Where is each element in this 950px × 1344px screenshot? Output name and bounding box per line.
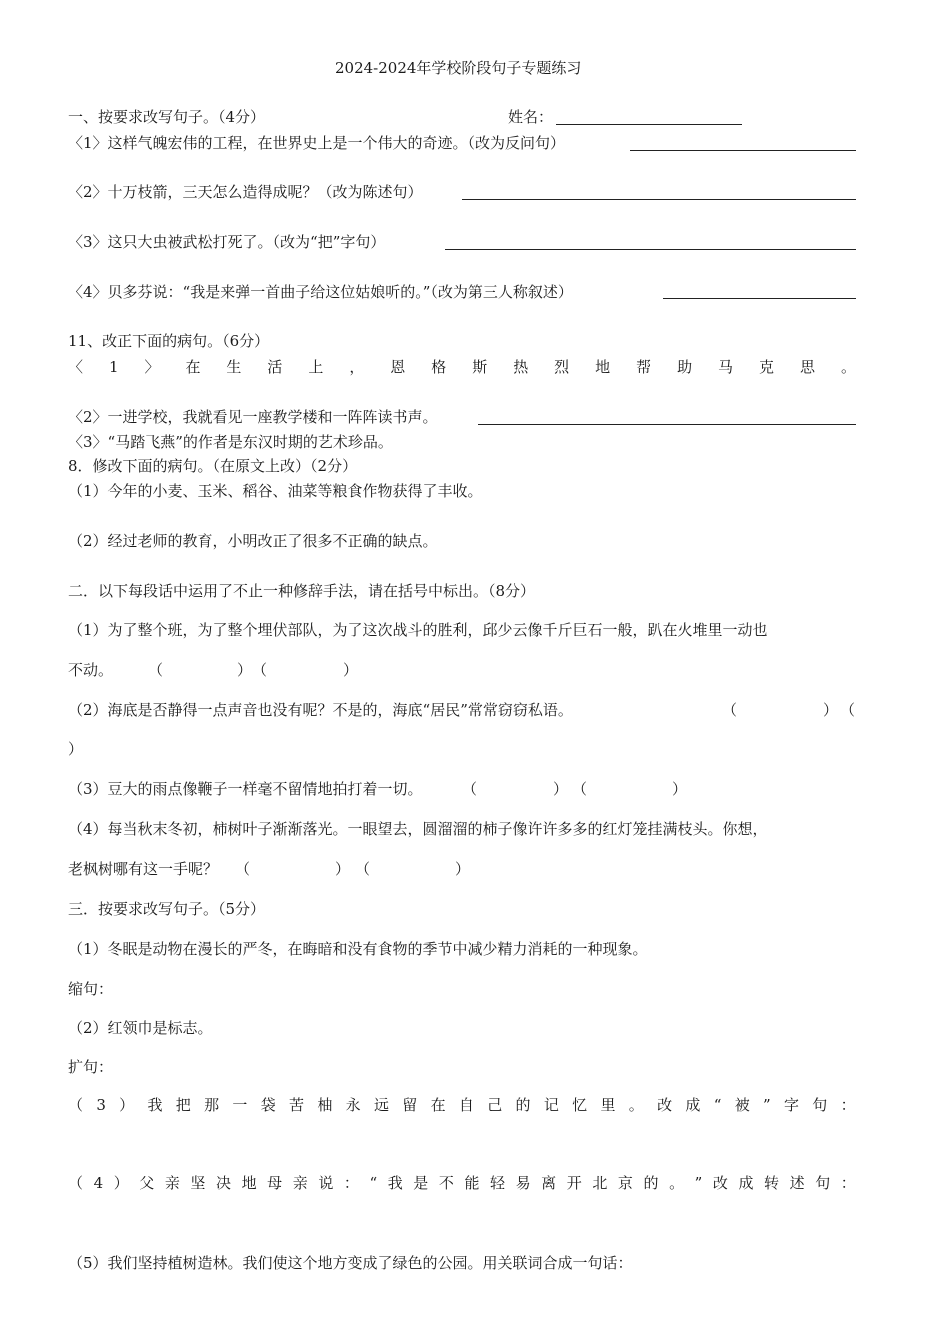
char: 开	[566, 1174, 582, 1192]
char: 是	[413, 1174, 429, 1192]
answer-paren-close[interactable]: ）	[672, 780, 688, 798]
s1-answer-line-2[interactable]	[462, 199, 856, 200]
char: 。	[628, 1096, 644, 1114]
s2-question-4-line-1: （4）每当秋末冬初，柿树叶子渐渐落光。一眼望去，圆溜溜的柿子像许许多多的红灯笼挂满枝头。你想，	[68, 820, 768, 838]
s3-question-4	[68, 1173, 856, 1193]
char: ：	[840, 1096, 856, 1114]
char: （	[68, 1096, 84, 1114]
s2-question-1-line-2: 不动。	[68, 661, 114, 679]
answer-paren-open[interactable]: （	[148, 661, 164, 679]
char: “	[713, 1096, 722, 1114]
char: 4	[93, 1174, 104, 1192]
char: 不	[438, 1174, 454, 1192]
char: ）	[119, 1096, 135, 1114]
char: 说	[318, 1174, 334, 1192]
answer-paren-open[interactable]: （	[840, 701, 856, 719]
char: 改	[712, 1174, 728, 1192]
char: 助	[677, 358, 693, 376]
char: 易	[515, 1174, 531, 1192]
char: 恩	[390, 358, 406, 376]
char: 能	[464, 1174, 480, 1192]
char: 袋	[260, 1096, 276, 1114]
answer-paren-open[interactable]: （	[572, 780, 588, 798]
answer-paren-open[interactable]: （	[235, 860, 251, 878]
char: 述	[789, 1174, 805, 1192]
char: ”	[694, 1174, 703, 1192]
answer-paren-close[interactable]: ）	[68, 740, 84, 758]
answer-paren-close[interactable]: ）	[237, 661, 253, 679]
char: 克	[759, 358, 775, 376]
char: 思	[799, 358, 815, 376]
char: 苦	[289, 1096, 305, 1114]
char: 活	[267, 358, 283, 376]
char: 格	[431, 358, 447, 376]
char: 把	[175, 1096, 191, 1114]
answer-paren-close[interactable]: ）	[823, 701, 839, 719]
s2-question-2: （2）海底是否静得一点声音也没有呢？不是的，海底“居民”常常窃窃私语。	[68, 701, 573, 719]
char: 。	[840, 358, 856, 376]
answer-paren-close[interactable]: ）	[343, 661, 359, 679]
char: 生	[226, 358, 242, 376]
char: “	[369, 1174, 378, 1192]
char: 上	[308, 358, 324, 376]
char: 〉	[144, 358, 160, 376]
char: 己	[487, 1096, 503, 1114]
answer-paren-open[interactable]: （	[252, 661, 268, 679]
char: 留	[402, 1096, 418, 1114]
char: ）	[113, 1174, 129, 1192]
char: 1	[108, 358, 119, 376]
char: 地	[595, 358, 611, 376]
char: 在	[185, 358, 201, 376]
s1-question-1: 〈1〉这样气魄宏伟的工程，在世界史上是一个伟大的奇迹。（改为反问句）	[68, 134, 566, 152]
char: 斯	[472, 358, 488, 376]
s1-answer-line-4[interactable]	[663, 298, 856, 299]
s11-question-2: 〈2〉一进学校，我就看见一座教学楼和一阵阵读书声。	[68, 408, 438, 426]
char: 柚	[317, 1096, 333, 1114]
s3-question-2: （2）红领巾是标志。	[68, 1019, 213, 1037]
char: 句	[815, 1174, 831, 1192]
char: ，	[349, 358, 365, 376]
char: 北	[592, 1174, 608, 1192]
char: 烈	[554, 358, 570, 376]
char: ：	[343, 1174, 359, 1192]
s3-expand-label: 扩句：	[68, 1058, 114, 1076]
s1-question-4: 〈4〉贝多芬说：“我是来弹一首曲子给这位姑娘听的。”（改为第三人称叙述）	[68, 283, 573, 301]
char: 京	[617, 1174, 633, 1192]
s3-condense-label: 缩句：	[68, 980, 114, 998]
s1-answer-line-3[interactable]	[445, 249, 856, 250]
char: ：	[840, 1174, 856, 1192]
char: 〈	[68, 358, 84, 376]
char: 忆	[572, 1096, 588, 1114]
char: 轻	[490, 1174, 506, 1192]
answer-paren-close[interactable]: ）	[455, 860, 471, 878]
section-1-heading: 一、按要求改写句子。（4分）	[68, 108, 266, 126]
s3-question-1: （1）冬眠是动物在漫长的严冬，在晦暗和没有食物的季节中减少精力消耗的一种现象。	[68, 940, 648, 958]
s3-question-3	[68, 1095, 856, 1115]
name-answer-line[interactable]	[556, 124, 742, 125]
char: ”	[763, 1096, 771, 1114]
char: 被	[734, 1096, 750, 1114]
s2-question-4-line-2: 老枫树哪有这一手呢？	[68, 860, 219, 878]
char: 3	[96, 1096, 106, 1114]
char: 转	[764, 1174, 780, 1192]
char: 字	[783, 1096, 799, 1114]
s8-question-2: （2）经过老师的教育，小明改正了很多不正确的缺点。	[68, 532, 438, 550]
char: 自	[458, 1096, 474, 1114]
s2-question-3: （3）豆大的雨点像鞭子一样毫不留情地拍打着一切。	[68, 780, 423, 798]
section-8-heading: 8．修改下面的病句。（在原文上改）（2分）	[68, 457, 358, 475]
section-2-heading: 二．以下每段话中运用了不止一种修辞手法，请在括号中标出。（8分）	[68, 582, 536, 600]
answer-paren-close[interactable]: ）	[553, 780, 569, 798]
char: 地	[241, 1174, 257, 1192]
char: 改	[657, 1096, 673, 1114]
char: 亲	[292, 1174, 308, 1192]
char: 马	[718, 358, 734, 376]
s8-question-1: （1）今年的小麦、玉米、稻谷、油菜等粮食作物获得了丰收。	[68, 482, 483, 500]
char: 在	[430, 1096, 446, 1114]
char: （	[68, 1174, 84, 1192]
s3-question-5: （5）我们坚持植树造林。我们使这个地方变成了绿色的公园。用关联词合成一句话：	[68, 1254, 633, 1272]
answer-paren-open[interactable]: （	[722, 701, 738, 719]
answer-paren-open[interactable]: （	[462, 780, 478, 798]
s1-answer-line-1[interactable]	[630, 150, 856, 151]
char: 一	[232, 1096, 248, 1114]
s11-question-1	[68, 357, 856, 377]
char: 记	[543, 1096, 559, 1114]
answer-paren-close[interactable]: ）	[335, 860, 351, 878]
char: 我	[387, 1174, 403, 1192]
char: 亲	[164, 1174, 180, 1192]
s1-question-2: 〈2〉十万枝箭，三天怎么造得成呢？（改为陈述句）	[68, 183, 423, 201]
char: 永	[345, 1096, 361, 1114]
char: 成	[738, 1174, 754, 1192]
char: 帮	[636, 358, 652, 376]
s1-question-3: 〈3〉这只大虫被武松打死了。（改为“把”字句）	[68, 233, 386, 251]
char: 热	[513, 358, 529, 376]
char: 父	[139, 1174, 155, 1192]
char: 母	[267, 1174, 283, 1192]
char: 决	[216, 1174, 232, 1192]
char: 的	[643, 1174, 659, 1192]
char: 。	[669, 1174, 685, 1192]
section-11-heading: 11、改正下面的病句。（6分）	[68, 332, 270, 350]
s11-answer-line-2[interactable]	[478, 424, 856, 425]
section-3-heading: 三．按要求改写句子。（5分）	[68, 900, 266, 918]
char: 远	[373, 1096, 389, 1114]
page-title: 2024-2024年学校阶段句子专题练习	[335, 59, 582, 77]
char: 里	[600, 1096, 616, 1114]
name-label: 姓名：	[508, 108, 554, 126]
s2-question-1-line-1: （1）为了整个班，为了整个埋伏部队，为了这次战斗的胜利，邱少云像千斤巨石一般，趴在火堆里一动也	[68, 621, 768, 639]
char: 成	[685, 1096, 701, 1114]
answer-paren-open[interactable]: （	[355, 860, 371, 878]
char: 我	[147, 1096, 163, 1114]
char: 坚	[190, 1174, 206, 1192]
char: 离	[541, 1174, 557, 1192]
char: 那	[204, 1096, 220, 1114]
char: 的	[515, 1096, 531, 1114]
char: 句	[812, 1096, 828, 1114]
s11-question-3: 〈3〉“马踏飞燕”的作者是东汉时期的艺术珍品。	[68, 433, 393, 451]
